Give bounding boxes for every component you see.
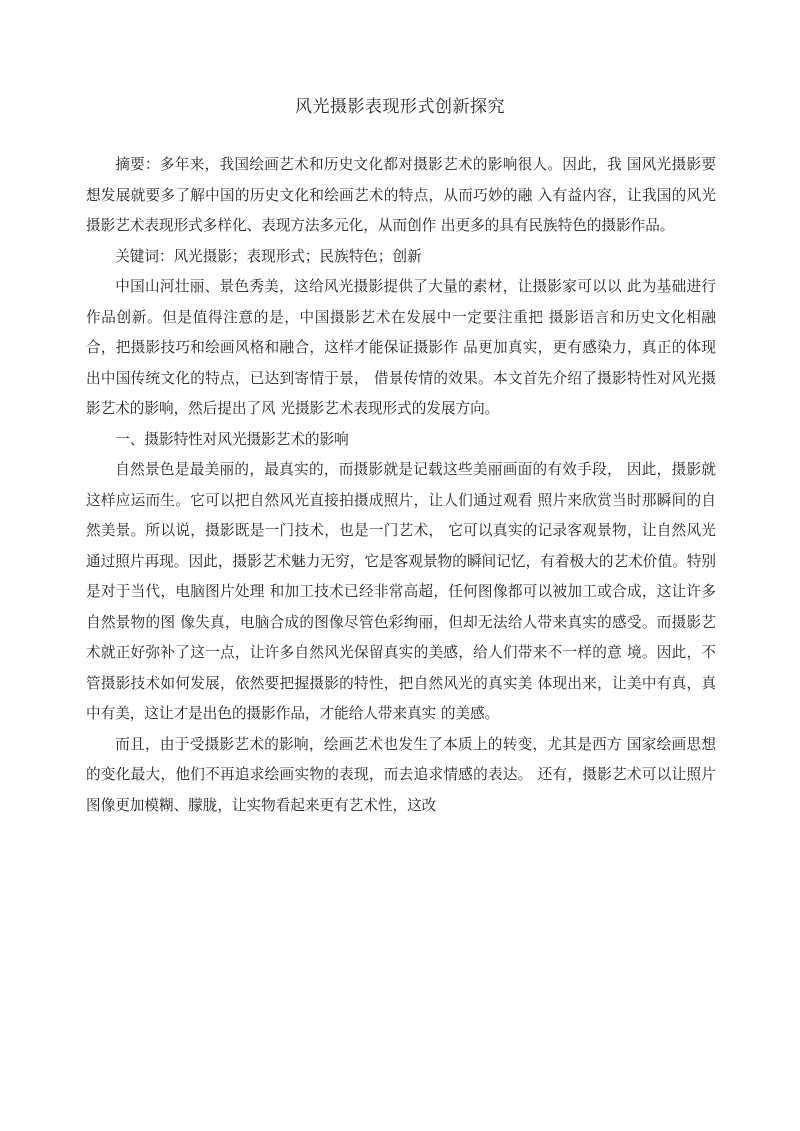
document-body [86, 150, 716, 821]
section-heading: 一、摄影特性对风光摄影艺术的影响 [115, 430, 349, 448]
keywords-paragraph: 关键词：风光摄影；表现形式；民族特色；创新 [115, 247, 422, 265]
abstract-paragraph: 摘要：多年来，我国绘画艺术和历史文化都对摄影艺术的影响很人。因此，我 国风光摄影要想发展就要多了解中国的历史文化和绘画艺术的特点，从而巧妙的融 入有益内容，让我国的风光摄影艺术表现形式多样化、表现方法多元化，从而创作 出更多的具有民族特色的摄影作品。 [86, 156, 716, 234]
body-paragraph: 而且，由于受摄影艺术的影响，绘画艺术也发生了本质上的转变，尤其是西方 国家绘画思想的变化最大，他们不再追求绘画实物的表现，而去追求情感的表达。 还有，摄影艺术可以让照片图像更加模糊、朦胧，让实物看起来更有艺术性，这改 [86, 735, 716, 814]
body-paragraph: 自然景色是最美丽的，最真实的，而摄影就是记载这些美丽画面的有效手段， 因此，摄影就这样应运而生。它可以把自然风光直接拍摄成照片，让人们通过观看 照片来欣赏当时那瞬间的自然美景。所以说，摄影既是一门技术，也是一门艺术， 它可以真实的记录客观景物，让自然风光通过照片再现。因此，摄影艺术魅力无穷，它是客观景物的瞬间记忆，有着极大的艺术价值。特别是对于当代，电脑图片处理 和加工技术已经非常高超，任何图像都可以被加工或合成，这让许多自然景物的图 像失真，电脑合成的图像尽管色彩绚丽，但却无法给人带来真实的感受。而摄影艺 术就正好弥补了这一点，让许多自然风光保留真实的美感，给人们带来不一样的意 境。因此，不管摄影技术如何发展，依然要把握摄影的特性，把自然风光的真实美 体现出来，让美中有真，真中有美，这让才是出色的摄影作品，才能给人带来真实 的美感。 [86, 461, 716, 722]
document-title: 风光摄影表现形式创新探究 [295, 97, 505, 117]
intro-paragraph: 中国山河壮丽、景色秀美，这给风光摄影提供了大量的素材，让摄影家可以以 此为基础进行作品创新。但是值得注意的是，中国摄影艺术在发展中一定要注重把 摄影语言和历史文化相融合，把摄影技巧和绘画风格和融合，这样才能保证摄影作 品更加真实，更有感染力，真正的体现出中国传统文化的特点，已达到寄情于景， 借景传情的效果。本文首先介绍了摄影特性对风光摄影艺术的影响，然后提出了风 光摄影艺术表现形式的发展方向。 [86, 278, 716, 417]
